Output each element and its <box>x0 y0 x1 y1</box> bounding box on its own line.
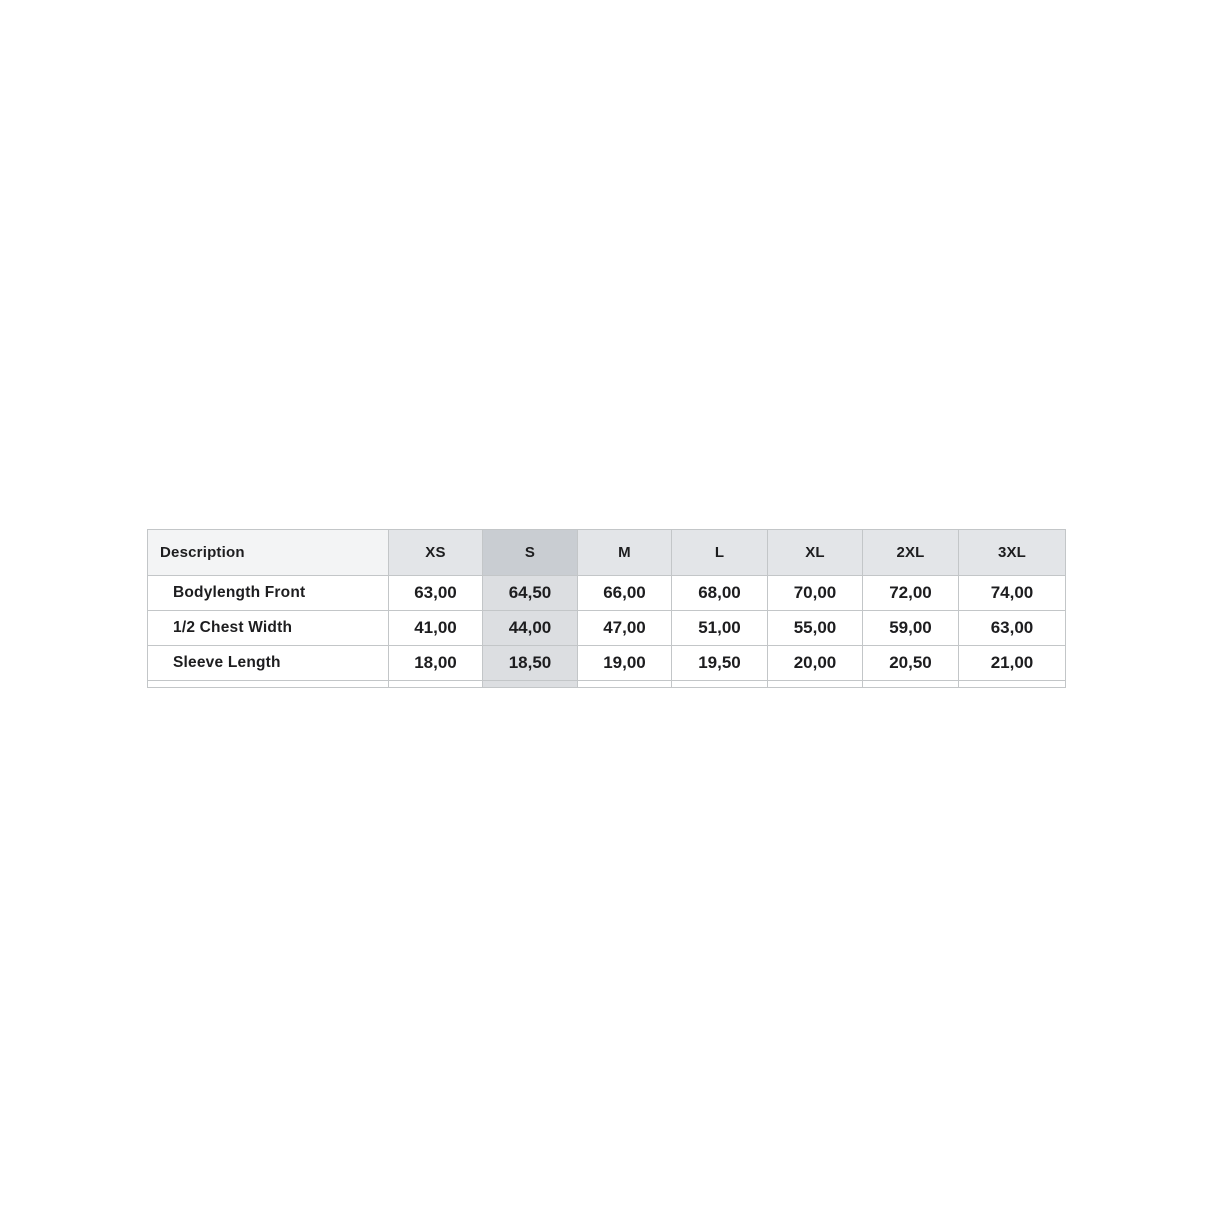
table-cell: 72,00 <box>863 576 959 611</box>
table-cell: 19,00 <box>578 646 672 681</box>
table-cell <box>863 681 959 688</box>
table-cell <box>148 681 389 688</box>
table-cell: 51,00 <box>672 611 768 646</box>
table-cell <box>768 681 863 688</box>
row-label: Bodylength Front <box>148 576 389 611</box>
table-cell: 55,00 <box>768 611 863 646</box>
table-row-bodylength-front <box>148 576 1066 611</box>
table-cell: 63,00 <box>959 611 1066 646</box>
table-cell: 63,00 <box>389 576 483 611</box>
size-chart-container <box>147 529 1066 688</box>
table-row-sleeve-length <box>148 646 1066 681</box>
table-cell-highlighted: 44,00 <box>483 611 578 646</box>
table-cell: 21,00 <box>959 646 1066 681</box>
column-header-l: L <box>672 530 768 576</box>
column-header-2xl: 2XL <box>863 530 959 576</box>
table-cell: 18,00 <box>389 646 483 681</box>
table-cell: 20,00 <box>768 646 863 681</box>
table-cell: 20,50 <box>863 646 959 681</box>
table-row-cut-off <box>148 681 1066 688</box>
column-header-xl: XL <box>768 530 863 576</box>
table-cell: 74,00 <box>959 576 1066 611</box>
table-cell: 47,00 <box>578 611 672 646</box>
row-label: Sleeve Length <box>148 646 389 681</box>
table-row-half-chest-width <box>148 611 1066 646</box>
table-cell <box>389 681 483 688</box>
table-cell: 68,00 <box>672 576 768 611</box>
column-header-xs: XS <box>389 530 483 576</box>
table-cell <box>578 681 672 688</box>
row-label: 1/2 Chest Width <box>148 611 389 646</box>
column-header-s-highlighted: S <box>483 530 578 576</box>
table-cell: 59,00 <box>863 611 959 646</box>
table-cell: 41,00 <box>389 611 483 646</box>
column-header-m: M <box>578 530 672 576</box>
table-cell: 70,00 <box>768 576 863 611</box>
header-row <box>148 530 1066 576</box>
column-header-3xl: 3XL <box>959 530 1066 576</box>
table-cell: 66,00 <box>578 576 672 611</box>
table-cell-highlighted: 18,50 <box>483 646 578 681</box>
table-cell <box>672 681 768 688</box>
table-cell-highlighted <box>483 681 578 688</box>
table-cell-highlighted: 64,50 <box>483 576 578 611</box>
table-cell: 19,50 <box>672 646 768 681</box>
column-header-description: Description <box>148 530 389 576</box>
table-cell <box>959 681 1066 688</box>
size-chart-table <box>147 529 1066 688</box>
